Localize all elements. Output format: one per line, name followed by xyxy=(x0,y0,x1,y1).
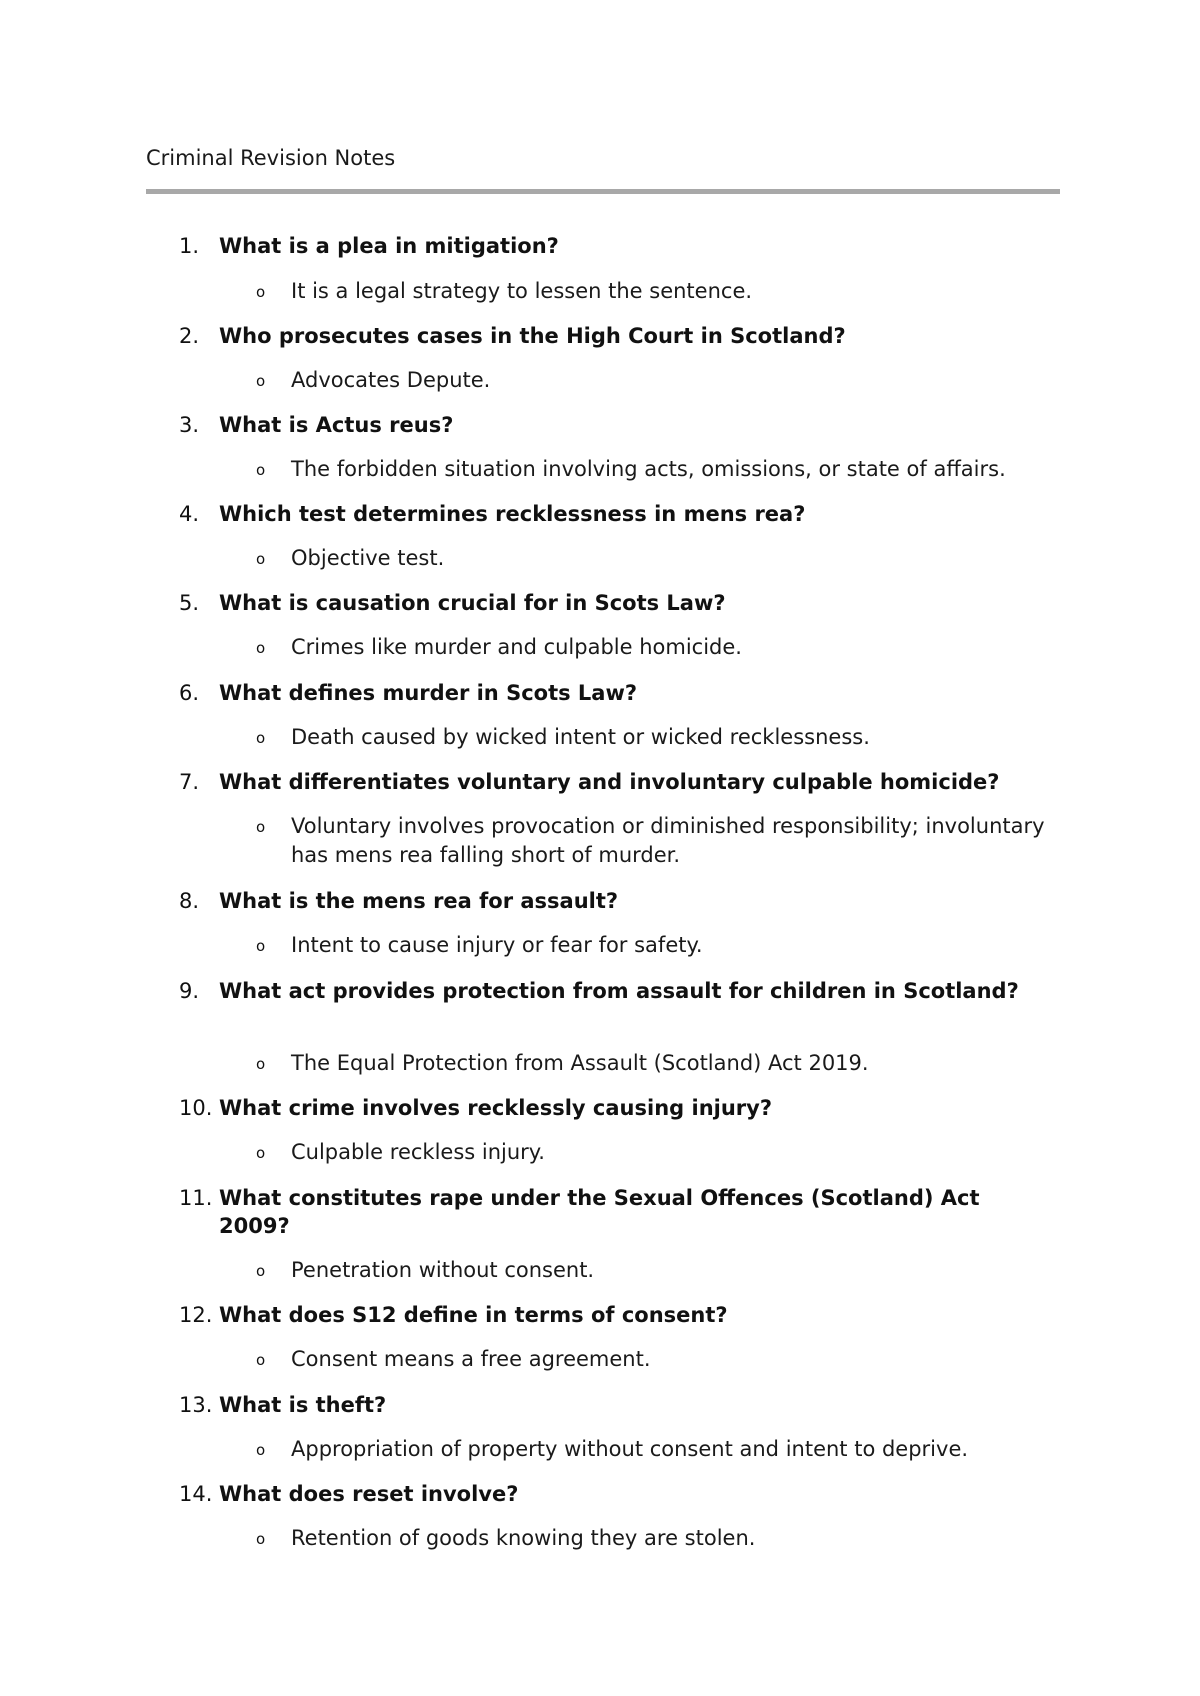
item-number: 12. xyxy=(179,1303,213,1327)
answer-text: Objective test. xyxy=(291,546,445,570)
bullet-icon: o xyxy=(256,1441,266,1459)
question-text: What is the mens rea for assault? xyxy=(219,889,619,913)
question-text: What constitutes rape under the Sexual Offences (Scotland) Act 2009? xyxy=(219,1186,980,1238)
answer-text: Penetration without consent. xyxy=(291,1258,595,1282)
item-number: 3. xyxy=(179,413,200,437)
answer-text: The forbidden situation involving acts, omissions, or state of affairs. xyxy=(291,457,1006,481)
answer-text: Voluntary involves provocation or diminished responsibility; involuntary has mens rea falling short of murder. xyxy=(291,814,1045,867)
item-number: 5. xyxy=(179,591,200,615)
answer-text: Death caused by wicked intent or wicked recklessness. xyxy=(291,725,870,749)
item-number: 11. xyxy=(179,1186,213,1210)
bullet-icon: o xyxy=(256,1530,266,1548)
document-title: Criminal Revision Notes xyxy=(146,146,396,170)
answer-text: Crimes like murder and culpable homicide. xyxy=(291,635,742,659)
question-text: What differentiates voluntary and involuntary culpable homicide? xyxy=(219,770,1000,794)
item-number: 14. xyxy=(179,1482,213,1506)
bullet-icon: o xyxy=(256,639,266,657)
question-text: What defines murder in Scots Law? xyxy=(219,681,638,705)
item-number: 7. xyxy=(179,770,200,794)
question-text: What is theft? xyxy=(219,1393,387,1417)
item-number: 4. xyxy=(179,502,200,526)
answer-text: Culpable reckless injury. xyxy=(291,1140,545,1164)
question-text: What is causation crucial for in Scots Law? xyxy=(219,591,726,615)
item-number: 10. xyxy=(179,1096,213,1120)
answer-text: The Equal Protection from Assault (Scotland) Act 2019. xyxy=(291,1051,869,1075)
bullet-icon: o xyxy=(256,1144,266,1162)
answer-text: Intent to cause injury or fear for safety. xyxy=(291,933,703,957)
question-text: What crime involves recklessly causing injury? xyxy=(219,1096,773,1120)
title-divider xyxy=(146,189,1060,194)
answer-text: Appropriation of property without consent and intent to deprive. xyxy=(291,1437,969,1461)
answer-text: Retention of goods knowing they are stolen. xyxy=(291,1526,756,1550)
item-number: 2. xyxy=(179,324,200,348)
bullet-icon: o xyxy=(256,1262,266,1280)
bullet-icon: o xyxy=(256,1055,266,1073)
question-text: What is a plea in mitigation? xyxy=(219,234,559,258)
question-text: What does reset involve? xyxy=(219,1482,519,1506)
item-number: 1. xyxy=(179,234,200,258)
question-text: Which test determines recklessness in mens rea? xyxy=(219,502,806,526)
item-number: 13. xyxy=(179,1393,213,1417)
answer-text: Consent means a free agreement. xyxy=(291,1347,651,1371)
question-text: What act provides protection from assault for children in Scotland? xyxy=(219,979,1019,1003)
answer-text: It is a legal strategy to lessen the sentence. xyxy=(291,279,753,303)
bullet-icon: o xyxy=(256,1351,266,1369)
bullet-icon: o xyxy=(256,937,266,955)
bullet-icon: o xyxy=(256,550,266,568)
bullet-icon: o xyxy=(256,283,266,301)
bullet-icon: o xyxy=(256,729,266,747)
question-text: What does S12 define in terms of consent? xyxy=(219,1303,728,1327)
bullet-icon: o xyxy=(256,818,266,836)
question-text: What is Actus reus? xyxy=(219,413,454,437)
item-number: 9. xyxy=(179,979,200,1003)
question-text: Who prosecutes cases in the High Court in Scotland? xyxy=(219,324,846,348)
answer-text: Advocates Depute. xyxy=(291,368,491,392)
item-number: 6. xyxy=(179,681,200,705)
bullet-icon: o xyxy=(256,372,266,390)
bullet-icon: o xyxy=(256,461,266,479)
item-number: 8. xyxy=(179,889,200,913)
